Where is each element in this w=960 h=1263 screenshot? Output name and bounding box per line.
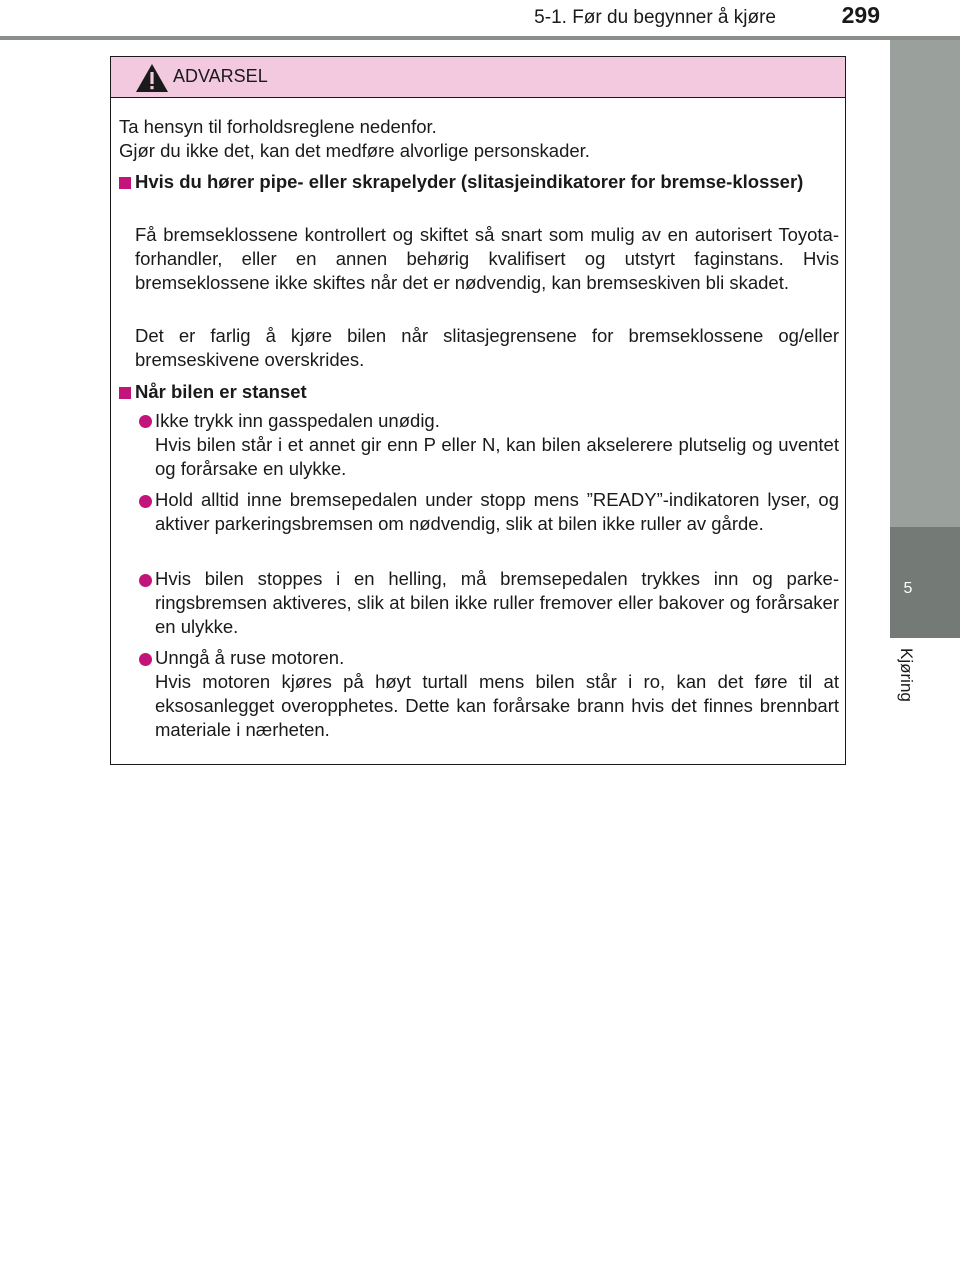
round-bullet-icon: [139, 415, 152, 428]
round-bullet-icon: [139, 653, 152, 666]
warning-intro: [119, 115, 835, 163]
bullet-item: [155, 488, 839, 536]
bullet-item-text: Hold alltid inne bremsepedalen under stopp mens ”READY”-indikatoren lyser, og aktiver parkeringsbremsen om nødvendig, slik at bilen ikke ruller av gårde.: [155, 489, 839, 534]
section-title: 5-1. Før du begynner å kjøre: [534, 7, 776, 28]
round-bullet-icon: [139, 495, 152, 508]
bullet-item-lead: Unngå å ruse motoren.: [155, 647, 345, 668]
section-heading-brake-pads: Hvis du hører pipe- eller skrapelyder (slitasjeindikatorer for bremse-klosser): [135, 171, 804, 192]
section-heading-stopped: Når bilen er stanset: [135, 381, 307, 402]
bullet-item-lead: Ikke trykk inn gasspedalen unødig.: [155, 410, 440, 431]
bullet-item: [155, 409, 839, 481]
bullet-item-text: Hvis bilen står i et annet gir enn P eller N, kan bilen akselerere plutselig og uventet og forårsake en ulykke.: [155, 434, 839, 479]
warning-box: [110, 56, 846, 765]
brake-pads-paragraph: Få bremseklossene kontrollert og skiftet så snart som mulig av en autorisert Toyota-forhandler, eller en annen behørig kvalifisert og utstyrt faginstans. Hvis bremseklossene ikke skiftes når det er nødvendig, kan bremseskiven bli skadet.: [135, 224, 839, 293]
page-header: [0, 0, 960, 40]
bullet-item-text: Hvis bilen stoppes i en helling, må bremsepedalen trykkes inn og parke-ringsbremsen aktiveres, slik at bilen ikke ruller fremover eller bakover og forårsaker en ulykke.: [155, 568, 839, 637]
bullet-item: [155, 646, 839, 742]
chapter-number: 5: [903, 580, 913, 597]
header-rule: [0, 36, 960, 40]
square-bullet-icon: [119, 387, 131, 399]
round-bullet-icon: [139, 574, 152, 587]
warning-title: ADVARSEL: [173, 66, 268, 86]
warning-header: [111, 57, 845, 98]
bullet-item: [155, 567, 839, 639]
warning-body: [111, 99, 845, 764]
chapter-label: Kjøring: [897, 648, 916, 702]
square-bullet-icon: [119, 177, 131, 189]
brake-limit-paragraph: Det er farlig å kjøre bilen når slitasjegrensene for bremseklossene og/eller bremseskivene overskrides.: [135, 325, 839, 370]
intro-line: Gjør du ikke det, kan det medføre alvorlige personskader.: [119, 140, 590, 161]
bullet-item-text: Hvis motoren kjøres på høyt turtall mens bilen står i ro, kan det føre til at eksosanlegget overopphetes. Dette kan forårsake brann hvis det finnes brennbart materiale i nærheten.: [155, 671, 839, 740]
page-number: 299: [841, 2, 880, 28]
warning-triangle-icon: [135, 63, 169, 93]
intro-line: Ta hensyn til forholdsreglene nedenfor.: [119, 116, 437, 137]
